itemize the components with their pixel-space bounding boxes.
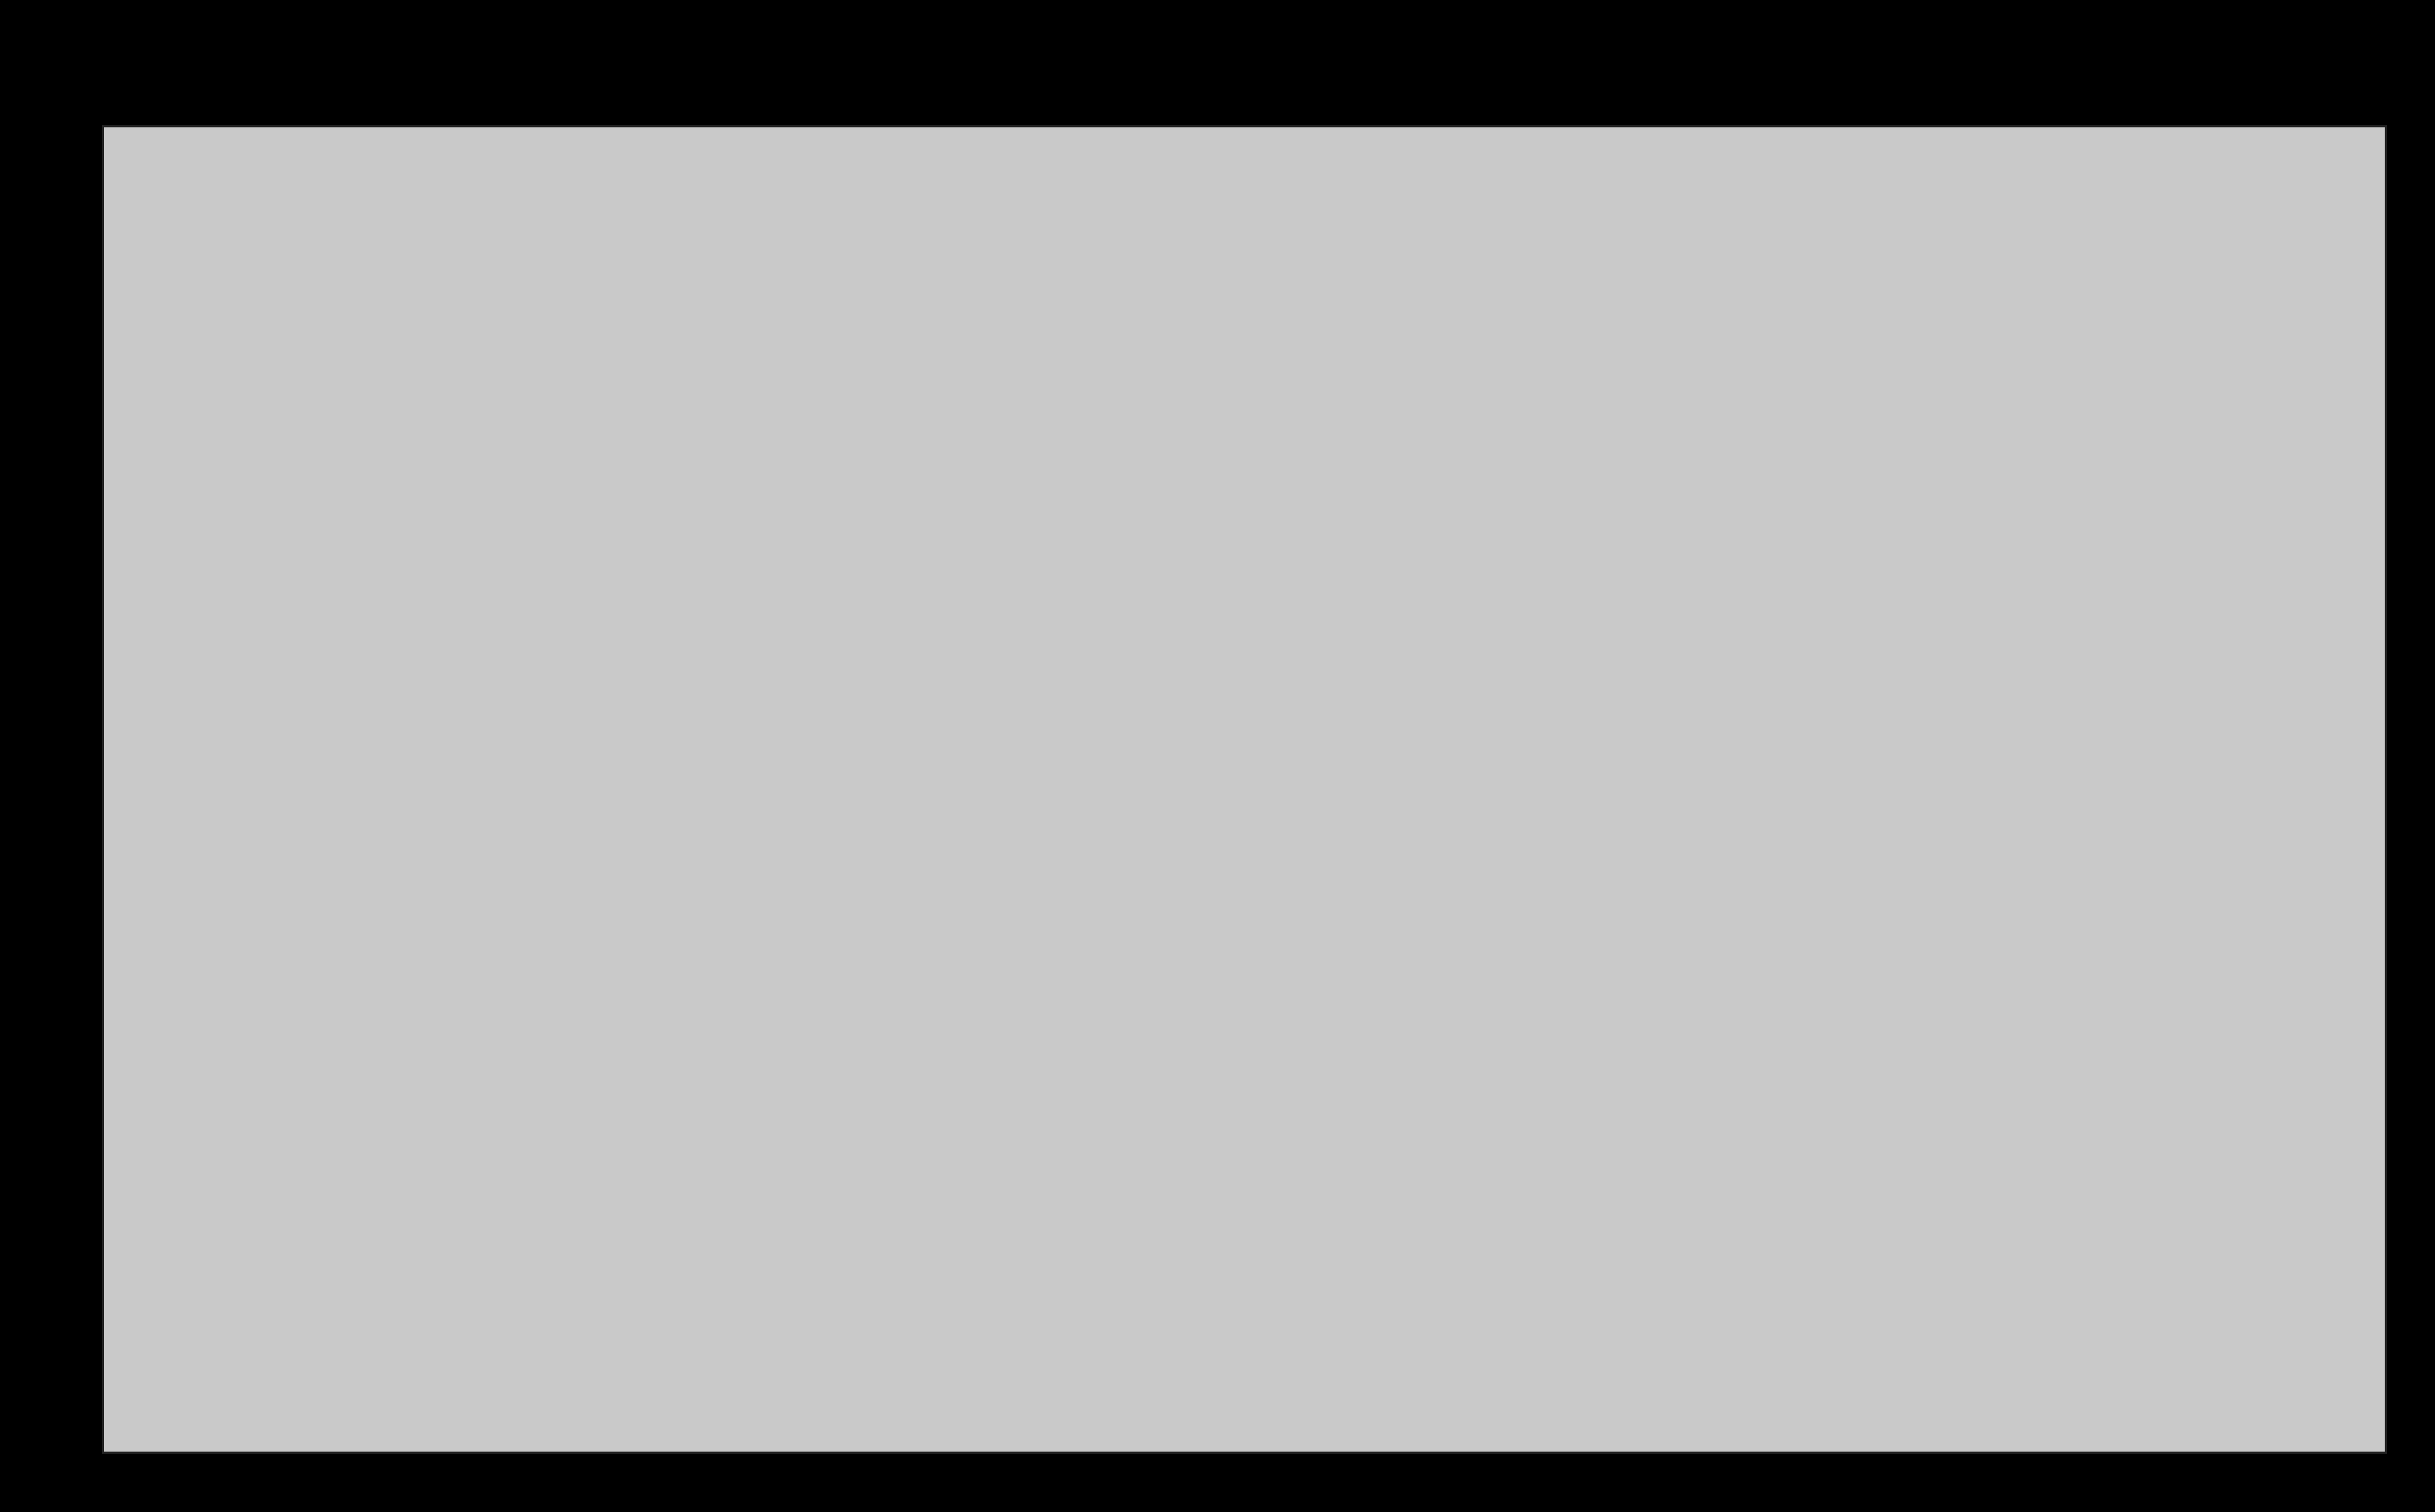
census-card: [102, 125, 2387, 1454]
